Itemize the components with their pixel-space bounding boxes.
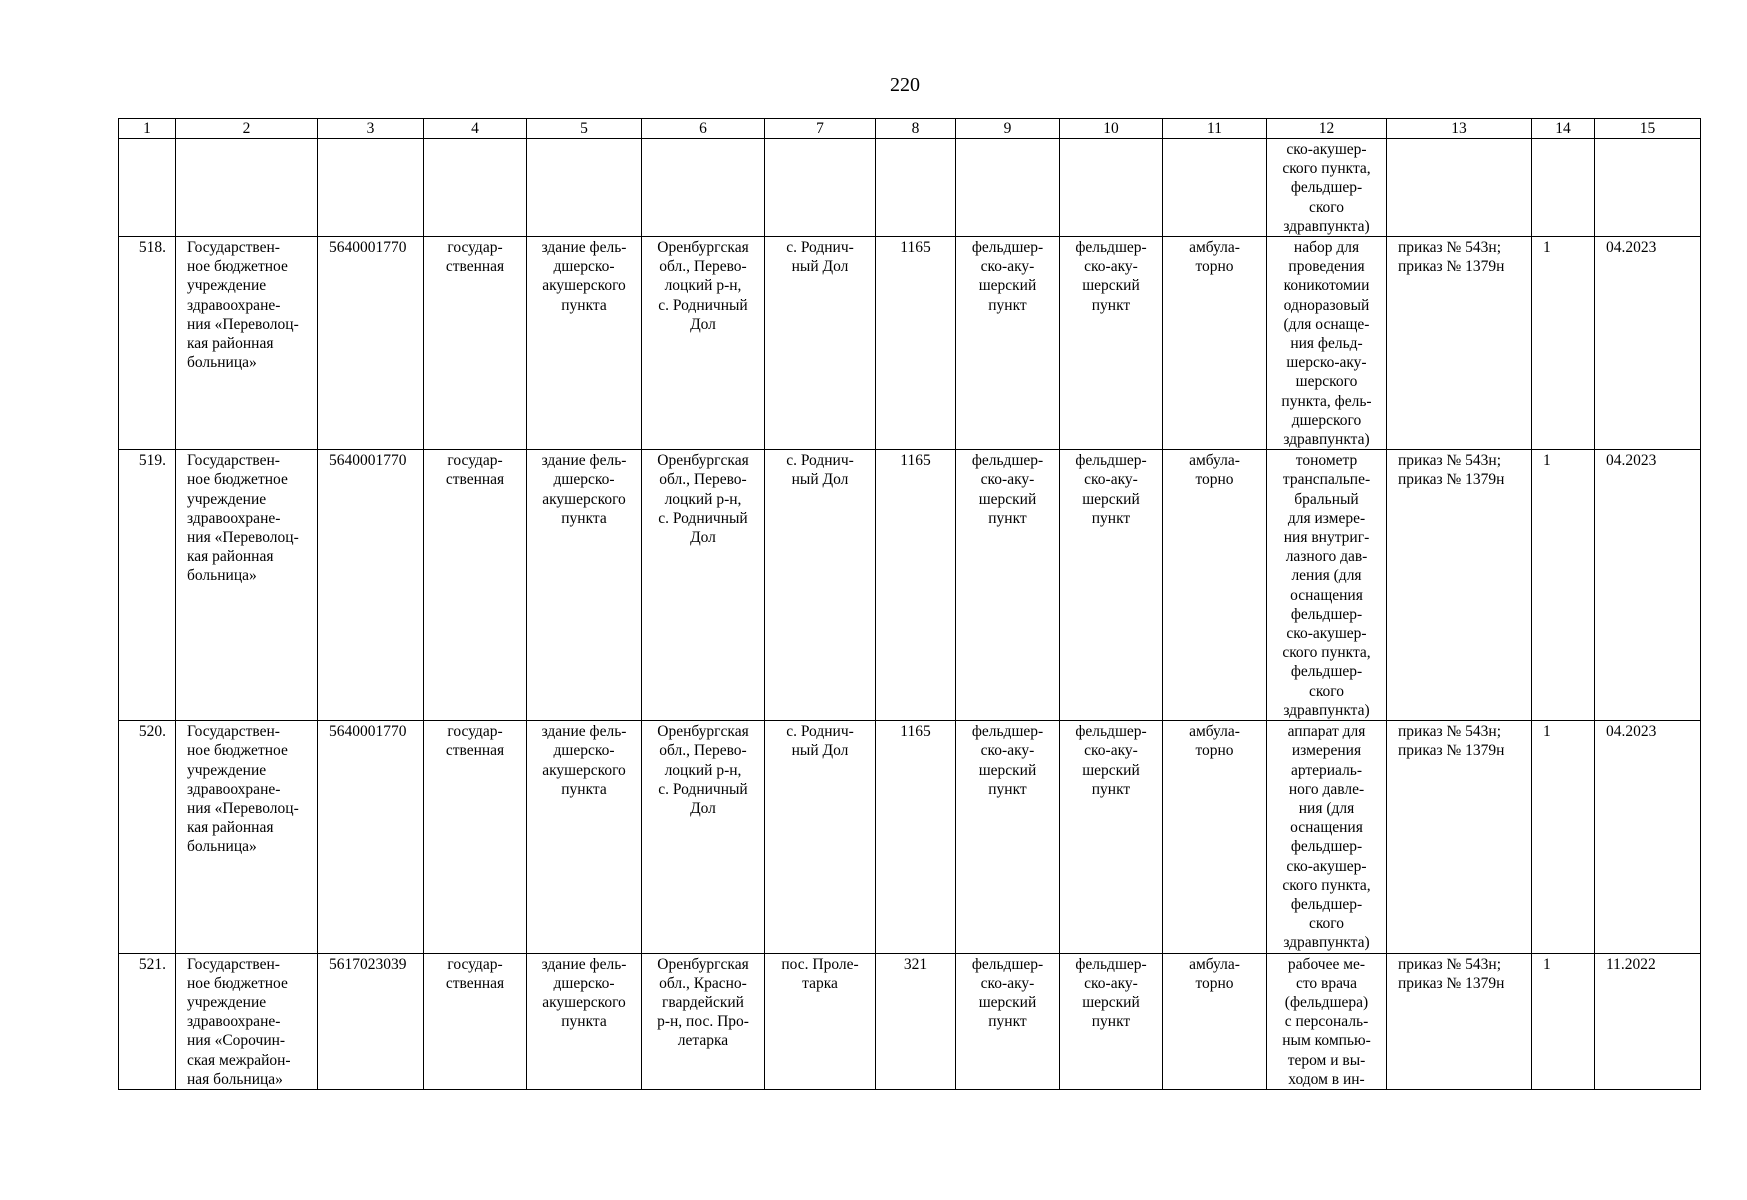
date-cell: 11.2022 [1595, 953, 1701, 1089]
unit-type-cell: фельдшер- ско-аку- шерский пункт [1060, 237, 1163, 450]
table-row [119, 953, 1701, 1089]
care-form-cell: амбула- торно [1163, 237, 1267, 450]
building-cell: здание фель- дшерско- акушерского пункта [527, 450, 642, 721]
row-number: 519. [119, 450, 176, 721]
unit-type-cell: фельдшер- ско-аку- шерский пункт [1060, 721, 1163, 953]
ownership-cell: государ- ственная [424, 721, 527, 953]
quantity-cell: 1 [1532, 953, 1595, 1089]
column-number: 14 [1532, 119, 1595, 139]
column-number: 9 [956, 119, 1060, 139]
column-number: 15 [1595, 119, 1701, 139]
institution-cell: Государствен- ное бюджетное учреждение здравоохране- ния «Переволоц- кая районная больница» [176, 237, 318, 450]
column-number: 1 [119, 119, 176, 139]
table-row [119, 721, 1701, 953]
address-cell: Оренбургская обл., Перево- лоцкий р-н, с. Родничный Дол [642, 450, 765, 721]
population-cell: 1165 [876, 450, 956, 721]
care-form-cell: амбула- торно [1163, 450, 1267, 721]
unit-type-cell: фельдшер- ско-аку- шерский пункт [1060, 953, 1163, 1089]
column-number: 13 [1387, 119, 1532, 139]
order-cell: приказ № 543н; приказ № 1379н [1387, 237, 1532, 450]
care-form-cell: амбула- торно [1163, 721, 1267, 953]
building-cell: здание фель- дшерско- акушерского пункта [527, 721, 642, 953]
order-cell: приказ № 543н; приказ № 1379н [1387, 721, 1532, 953]
column-number: 8 [876, 119, 956, 139]
address-cell: Оренбургская обл., Перево- лоцкий р-н, с. Родничный Дол [642, 237, 765, 450]
column-number: 12 [1267, 119, 1387, 139]
ownership-cell: государ- ственная [424, 450, 527, 721]
column-number: 2 [176, 119, 318, 139]
population-cell: 321 [876, 953, 956, 1089]
column-number: 7 [765, 119, 876, 139]
inn-cell: 5640001770 [318, 450, 424, 721]
institution-cell: Государствен- ное бюджетное учреждение здравоохране- ния «Переволоц- кая районная больница» [176, 721, 318, 953]
equipment-cell: набор для проведения коникотомии одноразовый (для оснаще- ния фельд- шерско-аку- шерского пункта, фель- дшерского здравпункта) [1267, 237, 1387, 450]
ownership-cell: государ- ственная [424, 953, 527, 1089]
locality-cell: с. Роднич- ный Дол [765, 721, 876, 953]
locality-cell: пос. Проле- тарка [765, 953, 876, 1089]
ownership-cell: государ- ственная [424, 237, 527, 450]
institution-cell: Государствен- ное бюджетное учреждение здравоохране- ния «Сорочин- ская межрайон- ная больница» [176, 953, 318, 1089]
population-cell: 1165 [876, 721, 956, 953]
unit-type-cell: фельдшер- ско-аку- шерский пункт [956, 721, 1060, 953]
order-cell: приказ № 543н; приказ № 1379н [1387, 953, 1532, 1089]
column-number: 3 [318, 119, 424, 139]
registry-table [118, 118, 1701, 1090]
order-cell: приказ № 543н; приказ № 1379н [1387, 450, 1532, 721]
equipment-cell: тонометр транспальпе- бральный для измере- ния внутриг- лазного дав- ления (для оснащения фельдшер- ско-акушер- ского пункта, фельдшер- ского здравпункта) [1267, 450, 1387, 721]
date-cell: 04.2023 [1595, 237, 1701, 450]
date-cell: 04.2023 [1595, 450, 1701, 721]
unit-type-cell: фельдшер- ско-аку- шерский пункт [956, 450, 1060, 721]
institution-cell: Государствен- ное бюджетное учреждение здравоохране- ния «Переволоц- кая районная больница» [176, 450, 318, 721]
care-form-cell: амбула- торно [1163, 953, 1267, 1089]
quantity-cell: 1 [1532, 450, 1595, 721]
inn-cell: 5640001770 [318, 237, 424, 450]
building-cell: здание фель- дшерско- акушерского пункта [527, 953, 642, 1089]
continuation-row [119, 139, 1701, 237]
column-number: 6 [642, 119, 765, 139]
column-number: 10 [1060, 119, 1163, 139]
table-row [119, 450, 1701, 721]
equipment-cell: ско-акушер- ского пункта, фельдшер- ского здравпункта) [1267, 139, 1387, 237]
quantity-cell: 1 [1532, 721, 1595, 953]
inn-cell: 5640001770 [318, 721, 424, 953]
address-cell: Оренбургская обл., Перево- лоцкий р-н, с. Родничный Дол [642, 721, 765, 953]
locality-cell: с. Роднич- ный Дол [765, 237, 876, 450]
population-cell: 1165 [876, 237, 956, 450]
unit-type-cell: фельдшер- ско-аку- шерский пункт [956, 953, 1060, 1089]
address-cell: Оренбургская обл., Красно- гвардейский р-н, пос. Про- летарка [642, 953, 765, 1089]
equipment-cell: аппарат для измерения артериаль- ного давле- ния (для оснащения фельдшер- ско-акушер- ского пункта, фельдшер- ского здравпункта) [1267, 721, 1387, 953]
unit-type-cell: фельдшер- ско-аку- шерский пункт [956, 237, 1060, 450]
inn-cell: 5617023039 [318, 953, 424, 1089]
page-number: 220 [890, 74, 920, 96]
building-cell: здание фель- дшерско- акушерского пункта [527, 237, 642, 450]
quantity-cell: 1 [1532, 237, 1595, 450]
equipment-cell: рабочее ме- сто врача (фельдшера) с персональ- ным компью- тером и вы- ходом в ин- [1267, 953, 1387, 1089]
column-number: 11 [1163, 119, 1267, 139]
date-cell: 04.2023 [1595, 721, 1701, 953]
table-row [119, 237, 1701, 450]
row-number: 521. [119, 953, 176, 1089]
column-number: 5 [527, 119, 642, 139]
row-number: 520. [119, 721, 176, 953]
column-number: 4 [424, 119, 527, 139]
column-number-row [119, 119, 1701, 139]
row-number: 518. [119, 237, 176, 450]
locality-cell: с. Роднич- ный Дол [765, 450, 876, 721]
unit-type-cell: фельдшер- ско-аку- шерский пункт [1060, 450, 1163, 721]
